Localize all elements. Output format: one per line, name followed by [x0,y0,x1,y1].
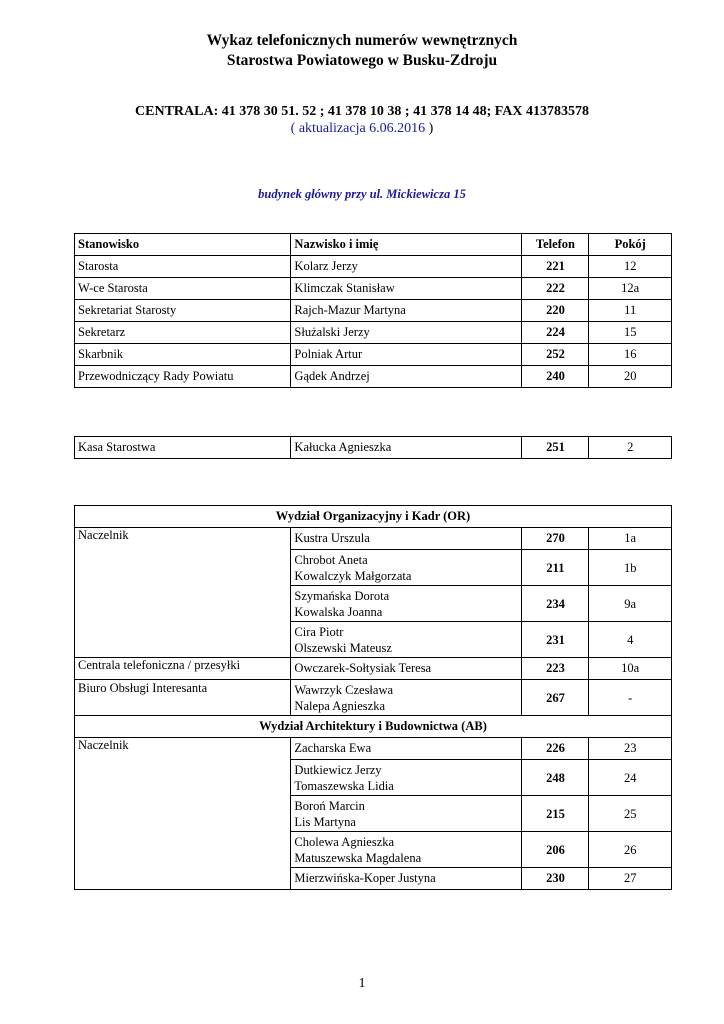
document-title-line2: Starostwa Powiatowego w Busku-Zdroju [226,52,498,69]
header-phone: Telefon [522,234,589,256]
name-cell [291,550,522,586]
room-cell: 9a [589,586,672,622]
departments-table [74,505,672,890]
phone-cell: 226 [522,738,589,760]
section-or-title: Wydział Organizacyjny i Kadr (OR) [75,506,672,528]
name-cell [291,586,522,622]
phone-cell: 221 [522,256,589,278]
building-address: budynek główny przy ul. Mickiewicza 15 [258,187,466,201]
table-row [75,738,672,760]
table-row [75,528,672,550]
phone-cell: 267 [522,680,589,716]
section-ab-title: Wydział Architektury i Budownictwa (AB) [75,716,672,738]
phone-cell: 222 [522,278,589,300]
name-cell: Kałucka Agnieszka [291,437,522,459]
phone-cell: 252 [522,344,589,366]
name-line: Dutkiewicz Jerzy [294,762,382,777]
update-open: ( [290,121,299,136]
position-cell: Kasa Starostwa [75,437,291,459]
table-row [75,256,672,278]
room-cell: 1a [589,528,672,550]
room-cell: 26 [589,832,672,868]
name-line: Wawrzyk Czesława [294,682,394,697]
room-cell: 4 [589,622,672,658]
table-row [75,658,672,680]
name-line: Owczarek-Sołtysiak Teresa [294,661,432,675]
phone-cell: 240 [522,366,589,388]
name-cell [291,796,522,832]
room-cell: 10a [589,658,672,680]
position-cell: Naczelnik [75,738,291,890]
page-number: 1 [358,976,366,991]
room-cell: 1b [589,550,672,586]
name-cell [291,760,522,796]
position-cell: Sekretarz [75,322,291,344]
update-close: ) [425,121,434,136]
name-line: Chrobot Aneta [294,552,368,567]
name-cell [291,680,522,716]
cashier-table [74,436,672,459]
name-line: Cholewa Agnieszka [294,834,395,849]
room-cell: 27 [589,868,672,890]
table-row [75,344,672,366]
name-line: Szymańska Dorota [294,588,390,603]
phone-cell: 230 [522,868,589,890]
phone-cell: 220 [522,300,589,322]
position-cell: W-ce Starosta [75,278,291,300]
position-cell: Starosta [75,256,291,278]
phone-cell: 211 [522,550,589,586]
name-line: Tomaszewska Lidia [294,778,394,793]
position-cell: Naczelnik [75,528,291,658]
name-line: Nalepa Agnieszka [294,698,386,713]
table-row [75,278,672,300]
name-cell [291,868,522,890]
header-position: Stanowisko [75,234,291,256]
section-or [75,506,672,528]
name-line: Mierzwińska-Koper Justyna [294,871,436,885]
room-cell: 15 [589,322,672,344]
phone-cell: 248 [522,760,589,796]
central-phone-numbers: CENTRALA: 41 378 30 51. 52 ; 41 378 10 38 ; 41 378 14 48; FAX 413783578 [135,104,589,119]
table-row [75,366,672,388]
name-cell: Kolarz Jerzy [291,256,522,278]
room-cell: 11 [589,300,672,322]
name-line: Olszewski Mateusz [294,640,392,655]
name-line: Cira Piotr [294,624,344,639]
table-row [75,437,672,459]
name-line: Boroń Marcin [294,798,365,813]
phone-cell: 223 [522,658,589,680]
name-cell [291,832,522,868]
position-cell: Przewodniczący Rady Powiatu [75,366,291,388]
name-cell: Polniak Artur [291,344,522,366]
room-cell: - [589,680,672,716]
room-cell: 12a [589,278,672,300]
name-cell: Służalski Jerzy [291,322,522,344]
update-date: aktualizacja 6.06.2016 [298,121,426,136]
room-cell: 16 [589,344,672,366]
table-row [75,680,672,716]
name-line: Zacharska Ewa [294,741,372,755]
name-cell [291,658,522,680]
position-cell: Sekretariat Starosty [75,300,291,322]
document-title-line1: Wykaz telefonicznych numerów wewnętrznych [206,32,518,49]
phone-cell: 234 [522,586,589,622]
position-cell: Biuro Obsługi Interesanta [75,680,291,716]
table-row [75,300,672,322]
name-line: Matuszewska Magdalena [294,850,422,865]
header-name: Nazwisko i imię [291,234,522,256]
phone-cell: 251 [522,437,589,459]
section-ab [75,716,672,738]
name-cell [291,622,522,658]
name-cell [291,528,522,550]
room-cell: 12 [589,256,672,278]
name-cell: Gądek Andrzej [291,366,522,388]
position-cell: Centrala telefoniczna / przesyłki [75,658,291,680]
room-cell: 24 [589,760,672,796]
name-cell: Klimczak Stanisław [291,278,522,300]
table-row [75,322,672,344]
room-cell: 20 [589,366,672,388]
phone-cell: 224 [522,322,589,344]
name-cell [291,738,522,760]
room-cell: 25 [589,796,672,832]
name-line: Lis Martyna [294,814,356,829]
name-line: Kowalska Joanna [294,604,383,619]
name-line: Kowalczyk Małgorzata [294,568,412,583]
room-cell: 23 [589,738,672,760]
update-note [0,121,724,137]
management-table [74,233,672,388]
name-cell: Rajch-Mazur Martyna [291,300,522,322]
room-cell: 2 [589,437,672,459]
phone-cell: 215 [522,796,589,832]
header-room: Pokój [589,234,672,256]
position-cell: Skarbnik [75,344,291,366]
phone-cell: 231 [522,622,589,658]
phone-cell: 206 [522,832,589,868]
phone-cell: 270 [522,528,589,550]
name-line: Kustra Urszula [294,531,370,545]
